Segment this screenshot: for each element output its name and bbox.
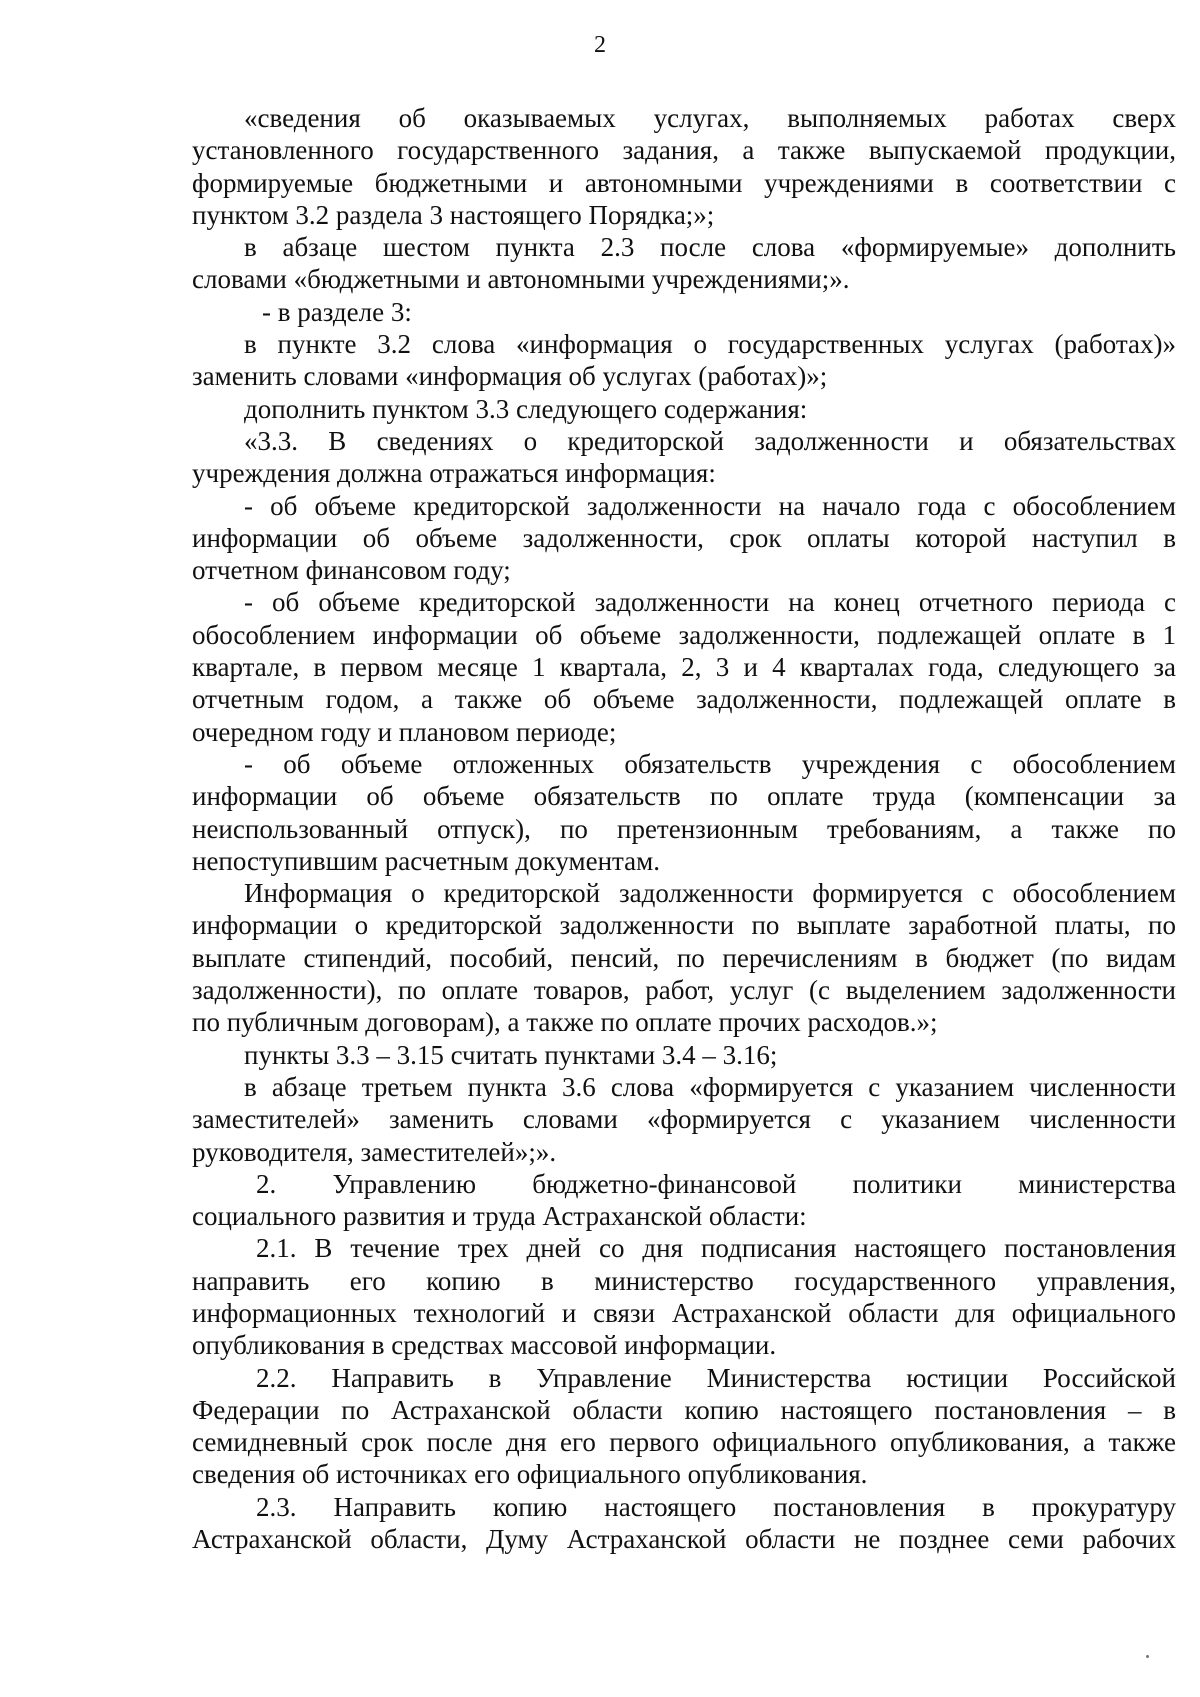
text-line: Федерации по Астраханской области копию настоящего постановления – в bbox=[192, 1394, 1176, 1425]
text-line: руководителя, заместителей»;». bbox=[192, 1136, 557, 1167]
text-line: - в разделе 3: bbox=[262, 296, 412, 327]
text-line: заместителей» заменить словами «формируется с указанием численности bbox=[192, 1104, 1176, 1135]
text-line: отчетном финансовом году; bbox=[192, 555, 511, 586]
text-line: неиспользованный отпуск), по претензионным требованиям, а также по bbox=[192, 813, 1176, 844]
document-body bbox=[192, 102, 1176, 1555]
text-line: «3.3. В сведениях о кредиторской задолженности и обязательствах bbox=[244, 425, 1176, 456]
text-line: учреждения должна отражаться информация: bbox=[192, 458, 716, 489]
text-line: информации о кредиторской задолженности по выплате заработной платы, по bbox=[192, 910, 1176, 941]
text-line: непоступившим расчетным документам. bbox=[192, 845, 661, 876]
text-line: информации об объеме обязательств по оплате труда (компенсации за bbox=[192, 781, 1176, 812]
text-line: задолженности), по оплате товаров, работ, услуг (с выделением задолженности bbox=[192, 975, 1176, 1006]
text-line: направить его копию в министерство государственного управления, bbox=[192, 1265, 1176, 1296]
text-line: дополнить пунктом 3.3 следующего содержания: bbox=[244, 393, 808, 424]
scan-speck bbox=[1146, 1655, 1149, 1658]
text-line: в абзаце третьем пункта 3.6 слова «формируется с указанием численности bbox=[244, 1071, 1176, 1102]
text-line: - об объеме отложенных обязательств учреждения с обособлением bbox=[244, 748, 1176, 779]
text-line: отчетным годом, а также об объеме задолженности, подлежащей оплате в bbox=[192, 684, 1176, 715]
text-line: информации об объеме задолженности, срок оплаты которой наступил в bbox=[192, 522, 1176, 553]
text-line: заменить словами «информация об услугах (работах)»; bbox=[192, 361, 828, 392]
text-line: очередном году и плановом периоде; bbox=[192, 716, 617, 747]
text-line: в пункте 3.2 слова «информация о государственных услугах (работах)» bbox=[244, 329, 1176, 360]
text-line: - об объеме кредиторской задолженности на конец отчетного периода с bbox=[244, 587, 1176, 618]
text-line: опубликования в средствах массовой информации. bbox=[192, 1330, 777, 1361]
text-line: пункты 3.3 – 3.15 считать пунктами 3.4 – 3.16; bbox=[244, 1039, 778, 1070]
text-line: 2.3. Направить копию настоящего постановления в прокуратуру bbox=[256, 1491, 1176, 1522]
text-line: формируемые бюджетными и автономными учреждениями в соответствии с bbox=[192, 167, 1176, 198]
text-line: Астраханской области, Думу Астраханской области не позднее семи рабочих bbox=[192, 1524, 1176, 1555]
text-line: выплате стипендий, пособий, пенсий, по перечислениям в бюджет (по видам bbox=[192, 942, 1176, 973]
text-line: квартале, в первом месяце 1 квартала, 2, 3 и 4 кварталах года, следующего за bbox=[192, 652, 1176, 683]
text-line: информационных технологий и связи Астраханской области для официального bbox=[192, 1297, 1176, 1328]
text-line: - об объеме кредиторской задолженности на начало года с обособлением bbox=[244, 490, 1176, 521]
text-line: обособлением информации об объеме задолженности, подлежащей оплате в 1 bbox=[192, 619, 1176, 650]
text-line: пунктом 3.2 раздела 3 настоящего Порядка;»; bbox=[192, 199, 715, 230]
text-line: 2. Управлению бюджетно-финансовой политики министерства bbox=[256, 1168, 1176, 1199]
text-line: в абзаце шестом пункта 2.3 после слова «формируемые» дополнить bbox=[244, 232, 1176, 263]
text-line: по публичным договорам), а также по оплате прочих расходов.»; bbox=[192, 1007, 938, 1038]
text-line: семидневный срок после дня его первого официального опубликования, а также bbox=[192, 1427, 1176, 1458]
text-line: Информация о кредиторской задолженности формируется с обособлением bbox=[244, 878, 1176, 909]
text-line: 2.2. Направить в Управление Министерства юстиции Российской bbox=[256, 1362, 1176, 1393]
text-line: установленного государственного задания, а также выпускаемой продукции, bbox=[192, 135, 1176, 166]
text-line: социального развития и труда Астраханской области: bbox=[192, 1201, 807, 1232]
text-line: сведения об источниках его официального опубликования. bbox=[192, 1459, 868, 1490]
text-line: 2.1. В течение трех дней со дня подписания настоящего постановления bbox=[256, 1233, 1176, 1264]
page-number: 2 bbox=[594, 32, 606, 58]
text-line: словами «бюджетными и автономными учреждениями;». bbox=[192, 264, 850, 295]
text-line: «сведения об оказываемых услугах, выполняемых работах сверх bbox=[244, 103, 1176, 133]
